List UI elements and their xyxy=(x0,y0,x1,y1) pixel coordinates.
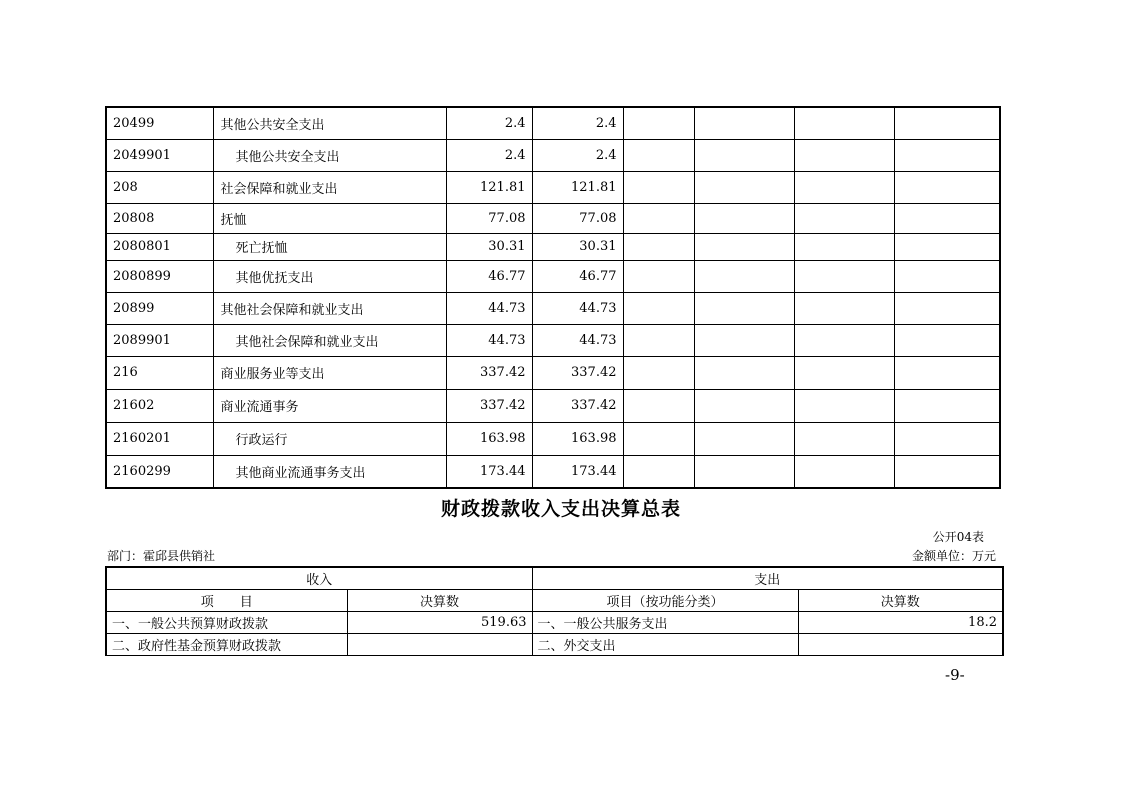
row-name: 其他公共安全支出 xyxy=(213,139,446,171)
row-value-total: 337.42 xyxy=(446,356,532,389)
row-value-basic: 44.73 xyxy=(532,324,623,356)
table-row xyxy=(106,292,1000,324)
row-code: 2160299 xyxy=(106,455,213,488)
row-value-total: 2.4 xyxy=(446,139,532,171)
summary-table-body xyxy=(106,567,1003,656)
row-value-basic: 173.44 xyxy=(532,455,623,488)
row-empty-cell xyxy=(694,324,794,356)
row-empty-cell xyxy=(623,422,694,455)
row-value-basic: 337.42 xyxy=(532,389,623,422)
expenditure-table-body xyxy=(106,107,1000,488)
row-empty-cell xyxy=(694,203,794,233)
table-row xyxy=(106,422,1000,455)
page-number: -9- xyxy=(945,666,965,684)
row-code: 20899 xyxy=(106,292,213,324)
row-empty-cell xyxy=(794,455,894,488)
table-row xyxy=(106,203,1000,233)
row-empty-cell xyxy=(894,455,1000,488)
row-value-total: 30.31 xyxy=(446,233,532,260)
row-value-total: 2.4 xyxy=(446,107,532,139)
row-empty-cell xyxy=(794,233,894,260)
income-item: 二、政府性基金预算财政拨款 xyxy=(106,634,347,656)
expense-item: 二、外交支出 xyxy=(532,634,798,656)
expense-header: 支出 xyxy=(532,567,1003,590)
row-empty-cell xyxy=(623,233,694,260)
row-value-total: 337.42 xyxy=(446,389,532,422)
row-value-total: 44.73 xyxy=(446,324,532,356)
table-row xyxy=(106,356,1000,389)
row-empty-cell xyxy=(894,356,1000,389)
table-number: 公开04表 xyxy=(932,530,984,544)
row-empty-cell xyxy=(794,139,894,171)
row-name: 社会保障和就业支出 xyxy=(213,171,446,203)
income-header: 收入 xyxy=(106,567,532,590)
row-empty-cell xyxy=(894,107,1000,139)
row-value-basic: 30.31 xyxy=(532,233,623,260)
row-empty-cell xyxy=(694,422,794,455)
row-code: 2049901 xyxy=(106,139,213,171)
row-value-basic: 121.81 xyxy=(532,171,623,203)
summary-header-row xyxy=(106,567,1003,590)
table-row xyxy=(106,107,1000,139)
row-name: 其他社会保障和就业支出 xyxy=(213,292,446,324)
table-row xyxy=(106,139,1000,171)
row-empty-cell xyxy=(694,107,794,139)
row-value-total: 173.44 xyxy=(446,455,532,488)
row-name: 其他公共安全支出 xyxy=(213,107,446,139)
row-empty-cell xyxy=(894,324,1000,356)
expense-amount: 18.2 xyxy=(798,612,1003,634)
row-value-basic: 44.73 xyxy=(532,292,623,324)
row-empty-cell xyxy=(694,260,794,292)
row-empty-cell xyxy=(694,455,794,488)
row-value-basic: 163.98 xyxy=(532,422,623,455)
row-code: 2080899 xyxy=(106,260,213,292)
row-empty-cell xyxy=(694,292,794,324)
row-empty-cell xyxy=(694,139,794,171)
row-empty-cell xyxy=(794,422,894,455)
row-name: 商业服务业等支出 xyxy=(213,356,446,389)
row-empty-cell xyxy=(894,139,1000,171)
row-name: 抚恤 xyxy=(213,203,446,233)
row-value-total: 163.98 xyxy=(446,422,532,455)
row-empty-cell xyxy=(623,139,694,171)
table-row xyxy=(106,389,1000,422)
row-code: 20808 xyxy=(106,203,213,233)
row-value-total: 44.73 xyxy=(446,292,532,324)
row-empty-cell xyxy=(623,203,694,233)
department-label: 部门：霍邱县供销社 xyxy=(107,549,216,563)
row-empty-cell xyxy=(794,260,894,292)
table-row xyxy=(106,260,1000,292)
row-code: 208 xyxy=(106,171,213,203)
col-item-header: 项 目 xyxy=(106,590,347,612)
col-item-func-header: 项目（按功能分类） xyxy=(532,590,798,612)
income-amount: 519.63 xyxy=(347,612,532,634)
row-empty-cell xyxy=(794,389,894,422)
row-empty-cell xyxy=(694,389,794,422)
row-code: 2089901 xyxy=(106,324,213,356)
table-row xyxy=(106,233,1000,260)
row-name: 行政运行 xyxy=(213,422,446,455)
row-value-total: 121.81 xyxy=(446,171,532,203)
row-empty-cell xyxy=(623,260,694,292)
row-name: 其他社会保障和就业支出 xyxy=(213,324,446,356)
unit-label: 金额单位：万元 xyxy=(911,549,996,563)
row-empty-cell xyxy=(794,356,894,389)
table-row xyxy=(106,324,1000,356)
row-code: 21602 xyxy=(106,389,213,422)
summary-row xyxy=(106,612,1003,634)
col-amount2-header: 决算数 xyxy=(798,590,1003,612)
row-value-total: 46.77 xyxy=(446,260,532,292)
col-amount-header: 决算数 xyxy=(347,590,532,612)
row-empty-cell xyxy=(694,171,794,203)
row-empty-cell xyxy=(794,203,894,233)
row-empty-cell xyxy=(894,203,1000,233)
row-value-basic: 337.42 xyxy=(532,356,623,389)
row-empty-cell xyxy=(694,356,794,389)
expenditure-table xyxy=(105,106,1001,489)
table-row xyxy=(106,171,1000,203)
row-value-basic: 77.08 xyxy=(532,203,623,233)
row-code: 2160201 xyxy=(106,422,213,455)
row-empty-cell xyxy=(894,260,1000,292)
row-empty-cell xyxy=(794,292,894,324)
row-empty-cell xyxy=(894,171,1000,203)
income-item: 一、一般公共预算财政拨款 xyxy=(106,612,347,634)
row-empty-cell xyxy=(623,389,694,422)
row-empty-cell xyxy=(894,233,1000,260)
row-empty-cell xyxy=(623,292,694,324)
row-empty-cell xyxy=(623,356,694,389)
row-empty-cell xyxy=(894,389,1000,422)
row-empty-cell xyxy=(623,455,694,488)
row-empty-cell xyxy=(794,324,894,356)
row-empty-cell xyxy=(623,107,694,139)
row-code: 2080801 xyxy=(106,233,213,260)
row-value-basic: 2.4 xyxy=(532,107,623,139)
summary-table xyxy=(105,566,1004,656)
summary-subheader-row xyxy=(106,590,1003,612)
row-empty-cell xyxy=(794,171,894,203)
row-empty-cell xyxy=(623,171,694,203)
row-name: 商业流通事务 xyxy=(213,389,446,422)
row-value-basic: 2.4 xyxy=(532,139,623,171)
row-empty-cell xyxy=(894,292,1000,324)
row-code: 216 xyxy=(106,356,213,389)
row-empty-cell xyxy=(794,107,894,139)
income-amount xyxy=(347,634,532,656)
row-name: 其他商业流通事务支出 xyxy=(213,455,446,488)
row-empty-cell xyxy=(623,324,694,356)
row-value-total: 77.08 xyxy=(446,203,532,233)
row-name: 死亡抚恤 xyxy=(213,233,446,260)
row-value-basic: 46.77 xyxy=(532,260,623,292)
summary-row xyxy=(106,634,1003,656)
expense-item: 一、一般公共服务支出 xyxy=(532,612,798,634)
row-name: 其他优抚支出 xyxy=(213,260,446,292)
row-code: 20499 xyxy=(106,107,213,139)
expense-amount xyxy=(798,634,1003,656)
row-empty-cell xyxy=(894,422,1000,455)
row-empty-cell xyxy=(694,233,794,260)
page-title: 财政拨款收入支出决算总表 xyxy=(440,498,681,520)
table-row xyxy=(106,455,1000,488)
